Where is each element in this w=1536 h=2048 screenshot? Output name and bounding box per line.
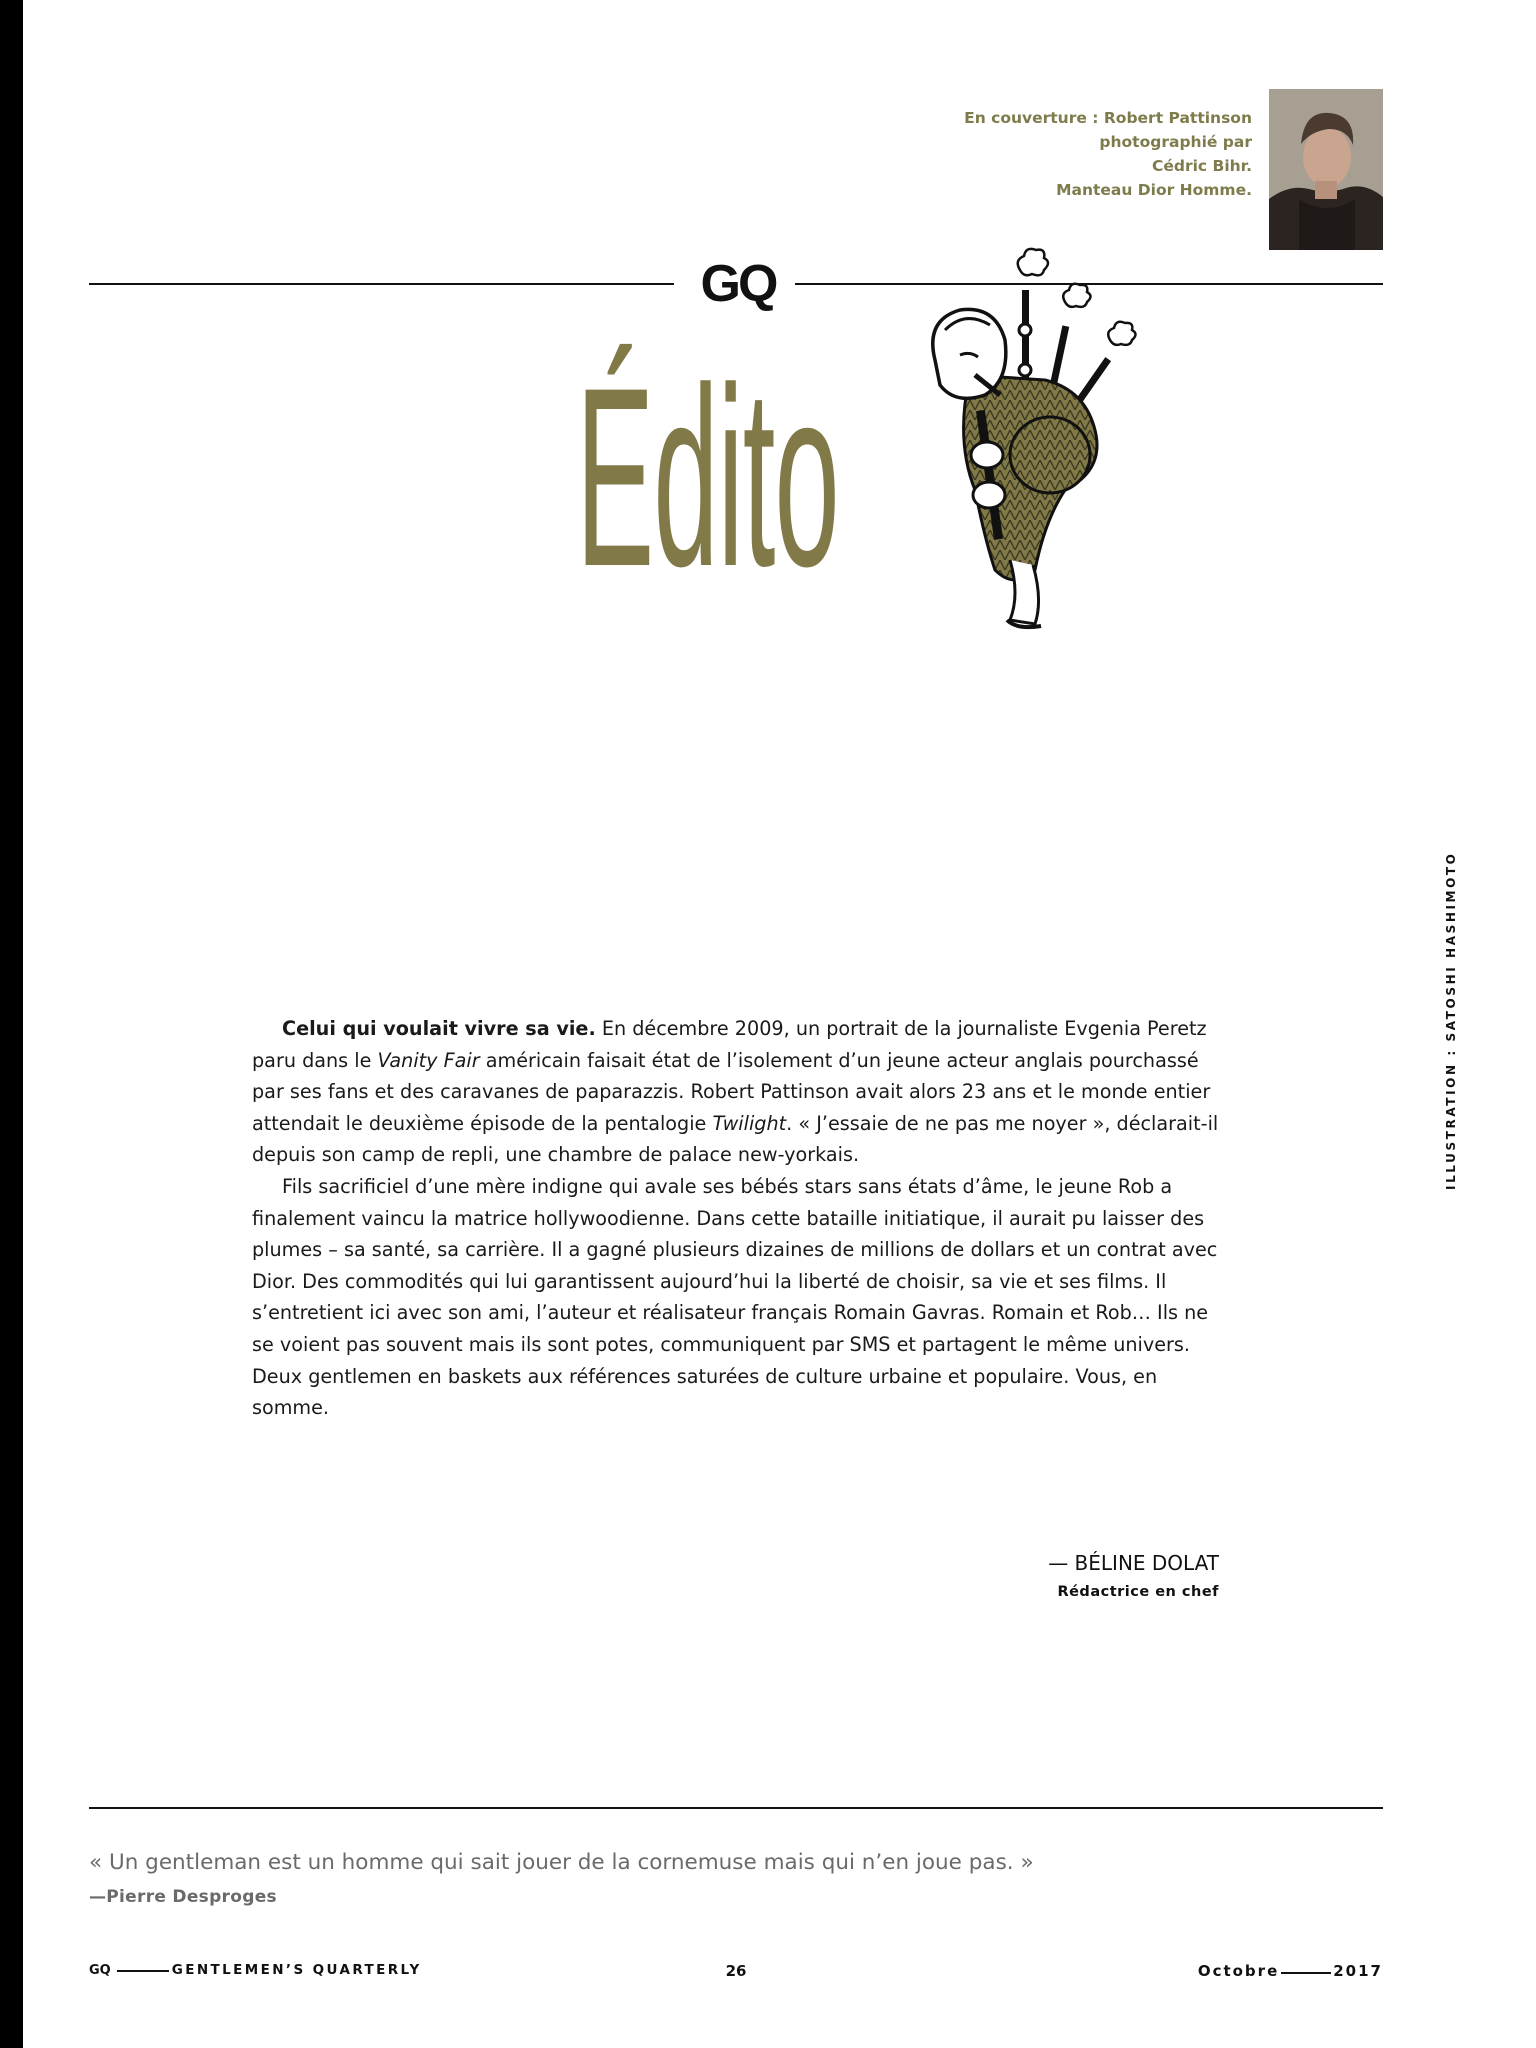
footer-month: Octobre — [1197, 1962, 1280, 1980]
editorial-body — [252, 1013, 1232, 1424]
masthead-rule-left — [89, 283, 674, 285]
editorial-paragraph: Fils sacrificiel d’une mère indigne qui avale ses bébés stars sans états d’âme, le jeune Rob a finalement vaincu la matrice hollywoodienne. Dans cette bataille initiatique, il aurait pu laisser des plumes – sa santé, sa carrière. Il a gagné plusieurs dizaines de millions de dollars et un contrat avec Dior. Des commodités qui lui garantissent aujourd’hui la liberté de choisir, sa vie et ses films. Il s’entretient ici avec son ami, l’auteur et réalisateur français Romain Gavras. Romain et Rob… Ils ne se voient pas souvent mais ils sont potes, communiquent par SMS et partagent le même univers. Deux gentlemen en baskets aux références saturées de culture urbaine et populaire. Vous, en somme. — [252, 1174, 1218, 1420]
illustration-credit: ILLUSTRATION : SATOSHI HASHIMOTO — [1444, 851, 1458, 1190]
cover-credit-line: photographié par — [1099, 133, 1252, 151]
footer-date — [1198, 1962, 1383, 1980]
footer-divider — [1281, 1972, 1331, 1974]
editorial-text: En décembre 2009, un portrait de la journaliste Evgenia Peretz paru dans le — [252, 1017, 1207, 1072]
signature-name: — BÉLINE DOLAT — [1048, 1551, 1219, 1575]
cover-credit — [922, 106, 1252, 202]
page-number: 26 — [725, 1962, 747, 1980]
page-footer — [89, 1962, 1383, 1986]
footer-brand-logo: GQ — [89, 1963, 111, 1978]
quote-text: « Un gentleman est un homme qui sait jouer de la cornemuse mais qui n’en joue pas. » — [89, 1850, 1034, 1875]
cover-credit-line: En couverture : Robert Pattinson — [964, 109, 1252, 127]
cover-credit-line: Cédric Bihr. — [1151, 157, 1252, 175]
left-page-edge — [0, 0, 23, 2048]
page-title: Édito — [576, 335, 839, 620]
editorial-lead: Celui qui voulait vivre sa vie. — [282, 1017, 596, 1040]
editorial-paragraph — [252, 1013, 1232, 1171]
quote-rule — [89, 1807, 1383, 1809]
footer-subtitle: GENTLEMEN’S QUARTERLY — [171, 1962, 422, 1978]
quote-author: —Pierre Desproges — [89, 1887, 277, 1907]
gq-logo: GQ — [700, 255, 776, 313]
cover-thumbnail-photo — [1269, 89, 1383, 250]
editorial-text: . « J’essaie de ne pas me noyer », déclarait-il depuis son camp de repli, une chambre de palace new-yorkais. — [252, 1111, 1219, 1167]
editorial-italic: Vanity Fair — [377, 1048, 480, 1072]
editorial-text: américain faisait état de l’isolement d’un jeune acteur anglais pourchassé par ses fans et des caravanes de paparazzis. Robert Pattinson avait alors 23 ans et le monde entier attendait le deuxième épisode de la pentalogie — [252, 1048, 1211, 1135]
signature — [1048, 1548, 1219, 1606]
footer-year: 2017 — [1333, 1962, 1383, 1980]
editorial-italic: Twilight — [712, 1111, 787, 1135]
bagpiper-illustration — [915, 240, 1155, 640]
signature-role: Rédactrice en chef — [1057, 1584, 1219, 1600]
cover-credit-line: Manteau Dior Homme. — [1056, 181, 1252, 199]
